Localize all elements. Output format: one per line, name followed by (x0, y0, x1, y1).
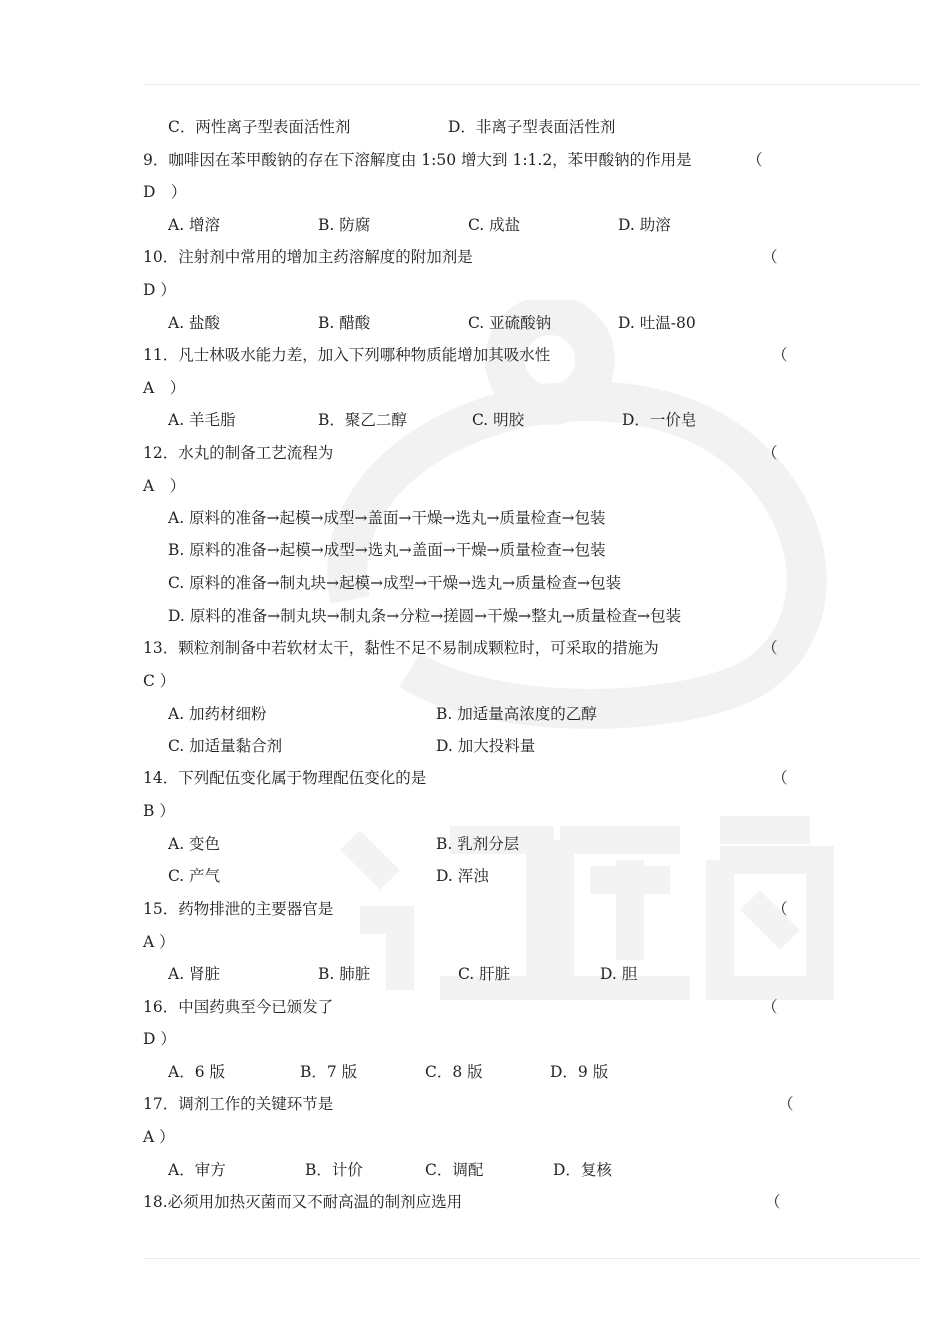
option: B. 加适量高浓度的乙醇 (436, 705, 597, 723)
answer-paren: （ (762, 444, 778, 462)
option: C．两性离子型表面活性剂 (168, 118, 351, 136)
option: A. 盐酸 (168, 314, 221, 332)
question-16-answer: D ） (143, 1030, 176, 1048)
option: C. 肝脏 (458, 965, 511, 983)
option: C．8 版 (425, 1063, 483, 1081)
option: C. 亚硫酸钠 (468, 314, 552, 332)
option: B. 乳剂分层 (436, 835, 520, 853)
answer-paren: （ (762, 998, 778, 1016)
answer-paren: （ (772, 900, 788, 918)
option: C. 成盐 (468, 216, 521, 234)
question-13-answer: C ） (143, 672, 176, 690)
answer-paren: （ (762, 248, 778, 266)
question-15-text: 15．药物排泄的主要器官是 (143, 900, 334, 918)
answer-paren: （ (772, 769, 788, 787)
question-10-text: 10．注射剂中常用的增加主药溶解度的附加剂是 (143, 248, 473, 266)
option: B. 防腐 (318, 216, 371, 234)
footer-rule (143, 1258, 921, 1259)
question-11-answer: A ） (143, 379, 186, 397)
option: A．6 版 (168, 1063, 225, 1081)
option: D．复核 (553, 1161, 612, 1179)
question-12-text: 12．水丸的制备工艺流程为 (143, 444, 334, 462)
option: B．聚乙二醇 (318, 411, 407, 429)
question-18-text: 18.必须用加热灭菌而又不耐高温的制剂应选用 (143, 1193, 463, 1211)
answer-paren: （ (765, 1193, 781, 1211)
option: D. 吐温-80 (618, 314, 696, 332)
question-9-text: 9．咖啡因在苯甲酸钠的存在下溶解度由 1:50 增大到 1:1.2，苯甲酸钠的作用是 (143, 151, 692, 169)
header-rule (143, 84, 921, 85)
option: B．计价 (305, 1161, 363, 1179)
option: B．7 版 (300, 1063, 358, 1081)
option: D. 胆 (600, 965, 638, 983)
option: D．非离子型表面活性剂 (448, 118, 616, 136)
question-10-answer: D ） (143, 281, 176, 299)
question-11-text: 11．凡士林吸水能力差，加入下列哪种物质能增加其吸水性 (143, 346, 551, 364)
answer-paren: （ (772, 346, 788, 364)
question-9-answer: D ） (143, 183, 187, 201)
option: D. 助溶 (618, 216, 671, 234)
option: D. 原料的准备→制丸块→制丸条→分粒→搓圆→干燥→整丸→质量检查→包装 (168, 607, 682, 625)
question-17-text: 17．调剂工作的关键环节是 (143, 1095, 334, 1113)
option: C. 产气 (168, 867, 221, 885)
answer-paren: （ (778, 1095, 794, 1113)
question-15-answer: A ） (143, 933, 175, 951)
answer-paren: （ (762, 639, 778, 657)
option: A. 肾脏 (168, 965, 221, 983)
option: B. 原料的准备→起模→成型→选丸→盖面→干燥→质量检查→包装 (168, 541, 606, 559)
option: A. 羊毛脂 (168, 411, 236, 429)
question-12-answer: A ） (143, 477, 186, 495)
option: A. 加药材细粉 (168, 705, 267, 723)
option: C. 原料的准备→制丸块→起模→成型→干燥→选丸→质量检查→包装 (168, 574, 622, 592)
option: C. 明胶 (472, 411, 525, 429)
question-14-text: 14．下列配伍变化属于物理配伍变化的是 (143, 769, 427, 787)
option: A. 增溶 (168, 216, 221, 234)
option: C. 加适量黏合剂 (168, 737, 283, 755)
question-13-text: 13．颗粒剂制备中若软材太干，黏性不足不易制成颗粒时，可采取的措施为 (143, 639, 659, 657)
option: C．调配 (425, 1161, 484, 1179)
option: D．一价皂 (622, 411, 697, 429)
option: B. 醋酸 (318, 314, 371, 332)
answer-paren: （ (747, 151, 763, 169)
option: A. 变色 (168, 835, 221, 853)
option: D. 加大投料量 (436, 737, 536, 755)
option: A. 原料的准备→起模→成型→盖面→干燥→选丸→质量检查→包装 (168, 509, 606, 527)
watermark-glyph-1 (350, 840, 540, 990)
option: D. 浑浊 (436, 867, 489, 885)
watermark-glyph-3 (720, 830, 820, 990)
question-17-answer: A ） (143, 1128, 175, 1146)
option: A．审方 (168, 1161, 226, 1179)
option: B. 肺脏 (318, 965, 371, 983)
question-14-answer: B ） (143, 802, 175, 820)
option: D．9 版 (550, 1063, 609, 1081)
question-16-text: 16．中国药典至今已颁发了 (143, 998, 334, 1016)
